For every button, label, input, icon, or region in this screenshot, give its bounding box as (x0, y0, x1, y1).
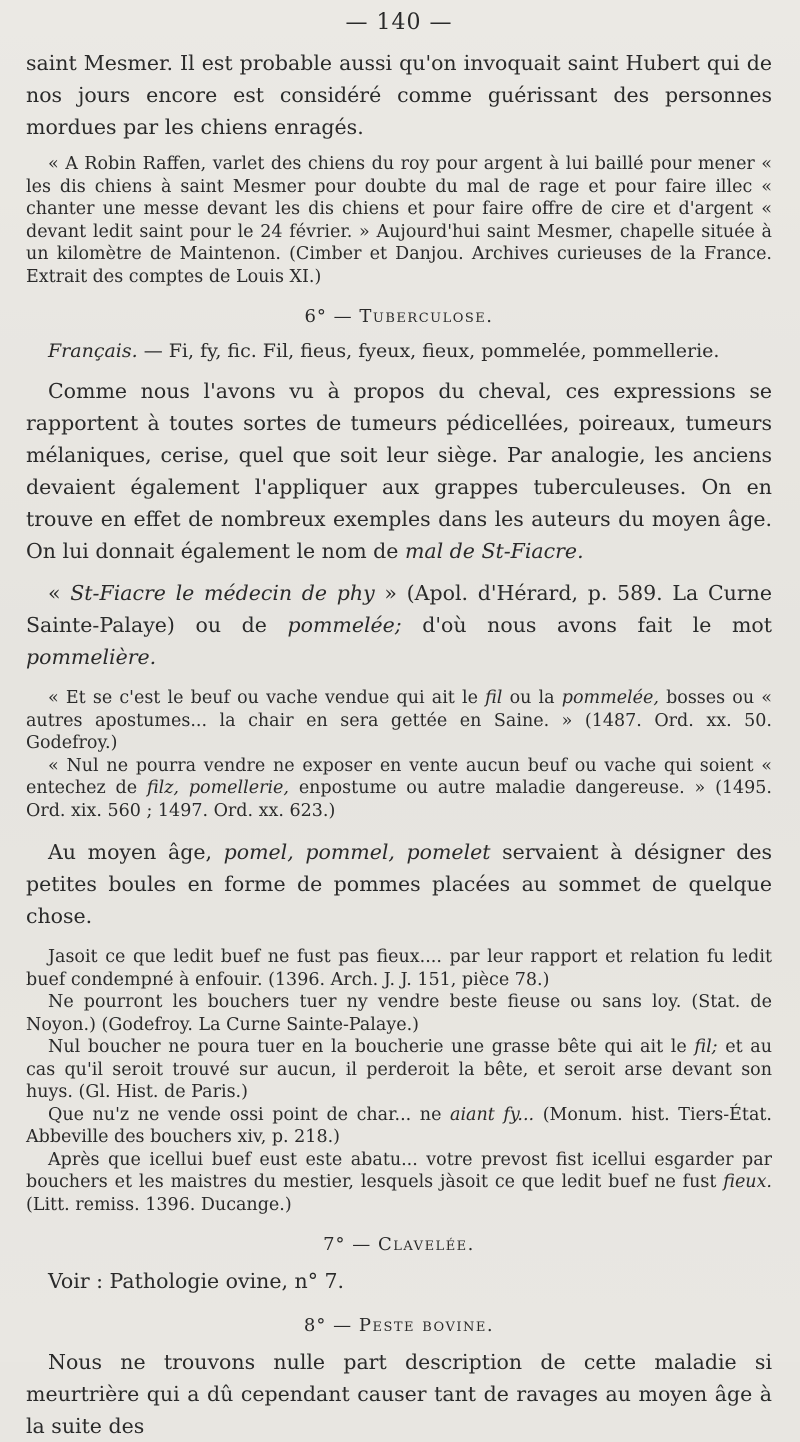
pomel-a: Au moyen âge, (48, 840, 224, 864)
fil-term-2: fil; (694, 1037, 718, 1057)
section-title-7: Clavelée. (378, 1234, 475, 1255)
st-fiacre-ref: » (Apol. d'Hérard, p. 589. La Curne Sainte-Palaye) ou de (26, 581, 772, 637)
paragraph-tumeurs-text: Comme nous l'avons vu à propos du cheval, ces expressions se rapportent à toutes sortes de tumeurs pédicellées, poireaux, tumeurs mélaniques, cerise, quel que soit leur siège. Par analogie, les anciens devaient également l'appliquer aux grappes tuberculeuses. On en trouve en effet de nombreux exemples dans les auteurs du moyen âge. On lui donnait également le nom de (26, 379, 772, 563)
quote-beuf-vache (26, 687, 772, 755)
quote-beuf-a: « Et se c'est le beuf ou vache vendue qui ait le (48, 688, 486, 708)
pommelee-term-2: pommelée, (561, 688, 659, 708)
quote-nul-boucher (26, 1036, 772, 1104)
section-number: 6° — (304, 306, 353, 327)
quote-apres-que (26, 1149, 772, 1217)
st-fiacre-mid: d'où nous avons fait le mot (401, 613, 772, 637)
pommelee-term: pommelée; (287, 613, 402, 637)
fil-term: fil (485, 688, 503, 708)
quote-que-nuz (26, 1104, 772, 1149)
quote-beuf-c: bosses ou « autres apostumes... la chair en sera gettée en Saine. » (1487. Ord. xx. 50. Godefroy.) (26, 688, 772, 753)
st-fiacre-quote: St-Fiacre le médecin de phy (70, 581, 375, 605)
paragraph-tumeurs (26, 375, 772, 567)
section-title-8: Peste bovine. (358, 1315, 495, 1336)
quote-beuf-b: ou la (502, 688, 562, 708)
page-number: — 140 — (345, 10, 453, 35)
paragraph-st-fiacre (26, 577, 772, 673)
nul-boucher-a: Nul boucher ne poura tuer en la boucherie une grasse bête qui ait le (48, 1037, 695, 1057)
que-nuz-a: Que nu'z ne vende ossi point de char... ne (48, 1104, 451, 1125)
nul-boucher-b: et au cas qu'il seroit trouvé sur aucun, il perderoit la bête, et seroit arse devant son huys. (Gl. Hist. de Paris.) (26, 1037, 772, 1102)
francais-label: Français. (48, 340, 138, 362)
quote-robin-raffen: « A Robin Raffen, varlet des chiens du roy pour argent à lui baillé pour mener « les dis chiens à saint Mesmer pour doubte du mal de rage et pour faire illec « chanter une messe devant les dis chiens et pour faire offre de cire et d'argent « devant ledit saint pour le 24 février. » Aujourd'hui saint Mesmer, chapelle située à un kilomètre de Maintenon. (Cimber et Danjou. Archives curieuses de la France. Extrait des comptes de Louis XI.) (26, 154, 772, 287)
quote-nul-a: « Nul ne pourra vendre ne exposer en vente aucun beuf ou vache qui soient « entechez de (26, 755, 772, 798)
quote-ne-pourront: Ne pourront les bouchers tuer ny vendre beste fieuse ou sans loy. (Stat. de Noyon.) (Godefroy. La Curne Sainte-Palaye.) (26, 992, 772, 1035)
francais-terms (26, 337, 772, 365)
aiant-fy-term: aiant fy... (450, 1104, 535, 1125)
pomel-b: servaient à désigner des petites boules en forme de pommes placées au sommet de quelque chose. (26, 840, 772, 928)
paragraph-pomel (26, 836, 772, 932)
paragraph-voir: Voir : Pathologie ovine, n° 7. (48, 1269, 345, 1293)
section-heading-clavelee (26, 1234, 772, 1255)
francais-text: — Fi, fy, fic. Fil, fieus, fyeux, fieux, pommelée, pommellerie. (137, 340, 720, 362)
filz-pomellerie-term: filz, pomellerie, (146, 778, 289, 798)
pomel-terms: pomel, pommel, pomelet (223, 840, 491, 864)
paragraph-saint-mesmer: saint Mesmer. Il est probable aussi qu'on invoquait saint Hubert qui de nos jours encore est considéré comme guérissant des personnes mordues par les chiens enragés. (26, 51, 772, 139)
apres-que-b: (Litt. remiss. 1396. Ducange.) (26, 1194, 292, 1215)
quote-nul-ne-pourra (26, 755, 772, 823)
apres-que-a: Après que icellui buef eust este abatu... votre prevost fist icellui esgarder par bouchers et les maistres du mestier, lesquels jàsoit ce que ledit buef ne fust (26, 1149, 772, 1192)
section-title: Tuberculose. (359, 306, 494, 327)
quote-jasoit: Jasoit ce que ledit buef ne fust pas fieux.... par leur rapport et relation fu ledit buef condempné à enfouir. (1396. Arch. J. J. 151, pièce 78.) (26, 947, 772, 990)
section-heading-peste (26, 1315, 772, 1336)
st-fiacre-open: « (48, 581, 71, 605)
section-heading-tuberculose (26, 306, 772, 327)
mal-st-fiacre: mal de St-Fiacre. (404, 539, 584, 563)
que-nuz-b: (Monum. hist. Tiers-État. Abbeville des bouchers xiv, p. 218.) (26, 1104, 772, 1147)
paragraph-peste: Nous ne trouvons nulle part description de cette maladie si meurtrière qui a dû cependant causer tant de ravages au moyen âge à la suite des (26, 1350, 772, 1438)
quote-nul-b: enpostume ou autre maladie dangereuse. » (1495. Ord. xix. 560 ; 1497. Ord. xx. 623.) (26, 778, 772, 821)
section-number-7: 7° — (323, 1234, 372, 1255)
fieux-term: fieux. (723, 1172, 772, 1192)
pommeliere-term: pommelière. (26, 645, 157, 669)
section-number-8: 8° — (303, 1315, 353, 1336)
